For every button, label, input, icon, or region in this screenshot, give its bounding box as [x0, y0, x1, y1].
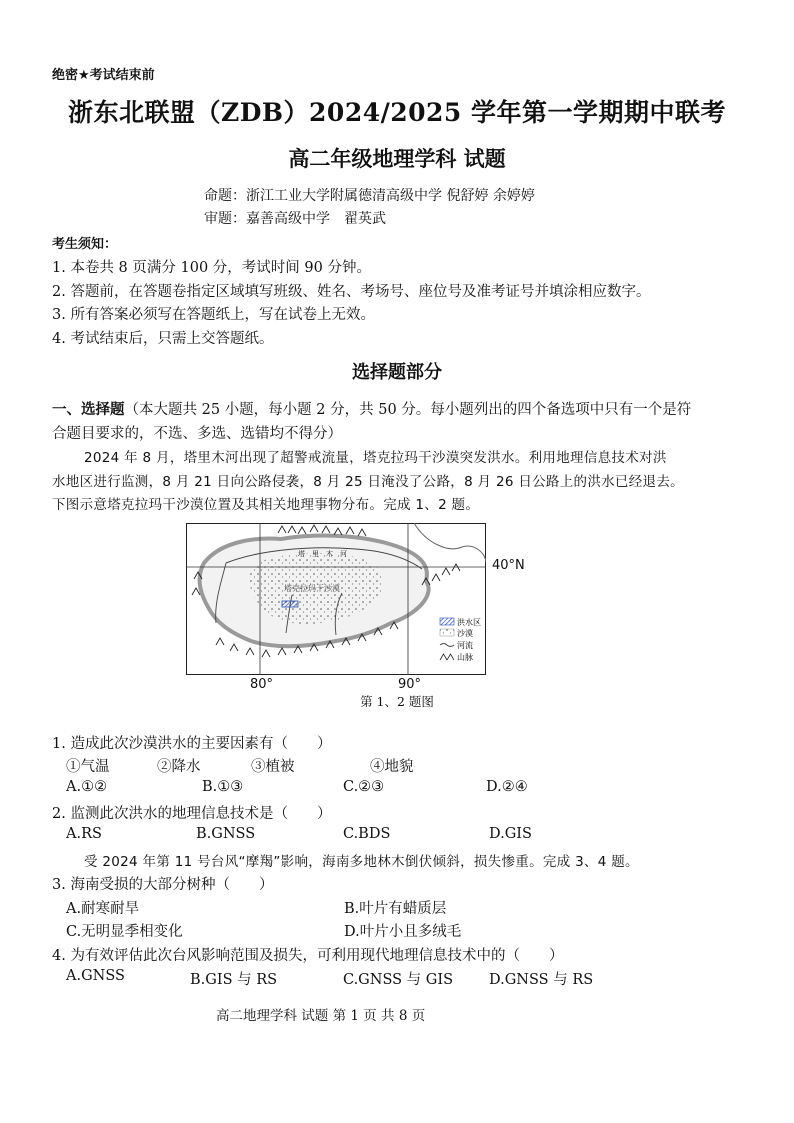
exam-subtitle: 高二年级地理学科 试题	[288, 147, 506, 171]
passage-typhoon: 受 2024 年第 11 号台风“摩羯”影响，海南多地林木倒伏倾斜，损失惨重。完成 3、4 题。	[84, 854, 639, 870]
q1-factor: ③植被	[251, 759, 295, 775]
part-one-text: （本大题共 25 小题，每小题 2 分，共 50 分。每小题列出的四个备选项中只有一个是符	[124, 402, 692, 418]
authors-line: 命题：浙江工业大学附属德清高级中学 倪舒婷 余婷婷	[204, 188, 535, 204]
q2-option-b[interactable]: B.GNSS	[196, 826, 256, 842]
passage-line: 下图示意塔克拉玛干沙漠位置及其相关地理事物分布。完成 1、2 题。	[52, 497, 480, 513]
q1-option-d[interactable]: D.②④	[486, 779, 528, 795]
part-one-intro	[52, 398, 691, 419]
notice-item: 4. 考试结束后，只需上交答题纸。	[52, 331, 274, 347]
part-one-label: 一、选择题	[52, 402, 125, 418]
page-footer: 高二地理学科 试题 第 1 页 共 8 页	[216, 1008, 426, 1024]
notice-heading: 考生须知：	[52, 237, 118, 252]
longitude-label-90: 90°	[398, 677, 422, 692]
q1-option-c[interactable]: C.②③	[343, 779, 385, 795]
q3-option-a[interactable]: A.耐寒耐旱	[66, 901, 140, 917]
q3-option-d[interactable]: D.叶片小且多绒毛	[344, 924, 462, 940]
notice-item: 3. 所有答案必须写在答题纸上，写在试卷上无效。	[52, 307, 375, 323]
flood-area	[282, 601, 298, 607]
legend-river: 河流	[457, 641, 473, 650]
q2-option-c[interactable]: C.BDS	[343, 826, 391, 842]
q4-option-b[interactable]: B.GIS 与 RS	[190, 972, 278, 988]
q1-factor: ②降水	[157, 759, 201, 775]
confidential-mark: 绝密★考试结束前	[52, 68, 155, 83]
taklimakan-map	[186, 523, 486, 675]
question-4-stem: 4. 为有效评估此次台风影响范围及损失，可利用现代地理信息技术中的（ ）	[52, 948, 564, 964]
map-legend	[438, 615, 485, 671]
q1-factor: ①气温	[66, 759, 110, 775]
q3-option-b[interactable]: B.叶片有蜡质层	[344, 901, 447, 917]
legend-mountain: 山脉	[457, 653, 473, 662]
figure-caption: 第 1、2 题图	[360, 694, 434, 709]
reviewers-line: 审题：嘉善高级中学 翟英武	[204, 211, 386, 227]
q1-option-a[interactable]: A.①②	[66, 779, 108, 795]
desert-label: 塔克拉玛干沙漠	[284, 584, 340, 593]
section-title: 选择题部分	[352, 362, 442, 383]
q2-option-d[interactable]: D.GIS	[489, 826, 532, 842]
legend-flood-swatch	[440, 618, 454, 625]
longitude-label-80: 80°	[250, 677, 274, 692]
legend-desert: 沙漠	[457, 629, 473, 638]
q1-option-b[interactable]: B.①③	[202, 779, 244, 795]
q1-factor: ④地貌	[370, 759, 414, 775]
q2-option-a[interactable]: A.RS	[66, 826, 102, 842]
passage-line: 2024 年 8 月，塔里木河出现了超警戒流量，塔克拉玛干沙漠突发洪水。利用地理信息技术对洪	[84, 450, 667, 466]
river-label: 塔 里 木 河	[298, 550, 347, 558]
question-1-stem: 1. 造成此次沙漠洪水的主要因素有（ ）	[52, 736, 332, 752]
part-one-text-cont: 合题目要求的，不选、多选、选错均不得分）	[52, 426, 342, 442]
q3-option-c[interactable]: C.无明显季相变化	[66, 924, 183, 940]
q4-option-a[interactable]: A.GNSS	[66, 968, 125, 984]
legend-desert-swatch	[440, 629, 454, 636]
q4-option-c[interactable]: C.GNSS 与 GIS	[343, 972, 454, 988]
legend-flood: 洪水区	[457, 618, 481, 627]
question-3-stem: 3. 海南受损的大部分树种（ ）	[52, 877, 274, 893]
exam-title: 浙东北联盟（ZDB）2024/2025 学年第一学期期中联考	[67, 98, 727, 127]
latitude-label: 40°N	[492, 558, 525, 573]
q4-option-d[interactable]: D.GNSS 与 RS	[489, 972, 594, 988]
notice-item: 1. 本卷共 8 页满分 100 分，考试时间 90 分钟。	[52, 260, 371, 276]
notice-item: 2. 答题前，在答题卷指定区域填写班级、姓名、考场号、座位号及准考证号并填涂相应数字。	[52, 284, 651, 300]
passage-line: 水地区进行监测，8 月 21 日向公路侵袭，8 月 25 日淹没了公路，8 月 26 日公路上的洪水已经退去。	[52, 474, 684, 490]
question-2-stem: 2. 监测此次洪水的地理信息技术是（ ）	[52, 806, 332, 822]
